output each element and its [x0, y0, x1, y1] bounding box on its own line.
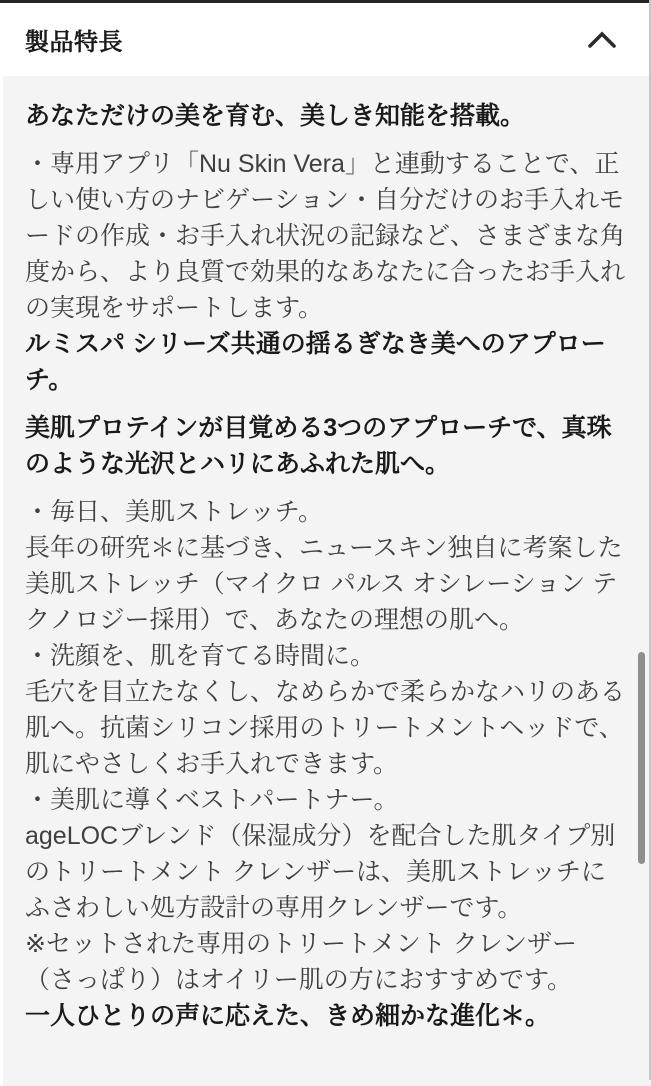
content-heading: あなただけの美を育む、美しき知能を搭載。 — [25, 102, 526, 130]
text-segment: 長年の研究＊に基づき、ニュースキン独自に考案した美肌ストレッチ（マイクロ パルス オシレーション テクノロジー採用）で、あなたの理想の肌へ。 — [25, 534, 623, 634]
content-paragraph — [25, 494, 627, 1034]
content-paragraph — [25, 146, 627, 398]
text-segment: ・洗顔を、肌を育てる時間に。 — [25, 642, 376, 670]
accordion-header-product-features[interactable] — [0, 0, 651, 76]
text-segment: ・毎日、美肌ストレッチ。 — [25, 498, 324, 526]
text-segment: ※セットされた専用のトリートメント クレンザー（さっぱり）はオイリー肌の方におすすめです。 — [25, 930, 578, 994]
feature-content — [3, 76, 651, 1086]
text-segment: ・専用アプリ「Nu Skin Vera」と連動することで、正しい使い方のナビゲーション・自分だけのお手入れモードの作成・お手入れ状況の記録など、さまざまな角度から、より良質で効果的なあなたに合ったお手入れの実現をサポートします。 — [25, 150, 626, 322]
section-title: 製品特長 — [25, 29, 123, 56]
text-segment: ・美肌に導くベストパートナー。 — [25, 786, 399, 814]
chevron-up-icon[interactable] — [588, 31, 616, 48]
text-segment-bold: ルミスパ シリーズ共通の揺るぎなき美へのアプローチ。 — [25, 330, 606, 394]
text-segment-bold: 一人ひとりの声に応えた、きめ細かな進化＊。 — [25, 1002, 551, 1030]
scrollbar-thumb[interactable] — [638, 652, 645, 864]
text-segment: 毛穴を目立たなくし、なめらかで柔らかなハリのある肌へ。抗菌シリコン採用のトリートメントヘッドで、肌にやさしくお手入れできます。 — [25, 678, 626, 778]
content-heading: 美肌プロテインが目覚める3つのアプローチで、真珠のような光沢とハリにあふれた肌へ。 — [25, 414, 612, 478]
text-segment: ageLOCブレンド（保湿成分）を配合した肌タイプ別のトリートメント クレンザーは、美肌ストレッチにふさわしい処方設計の専用クレンザーです。 — [25, 822, 616, 922]
